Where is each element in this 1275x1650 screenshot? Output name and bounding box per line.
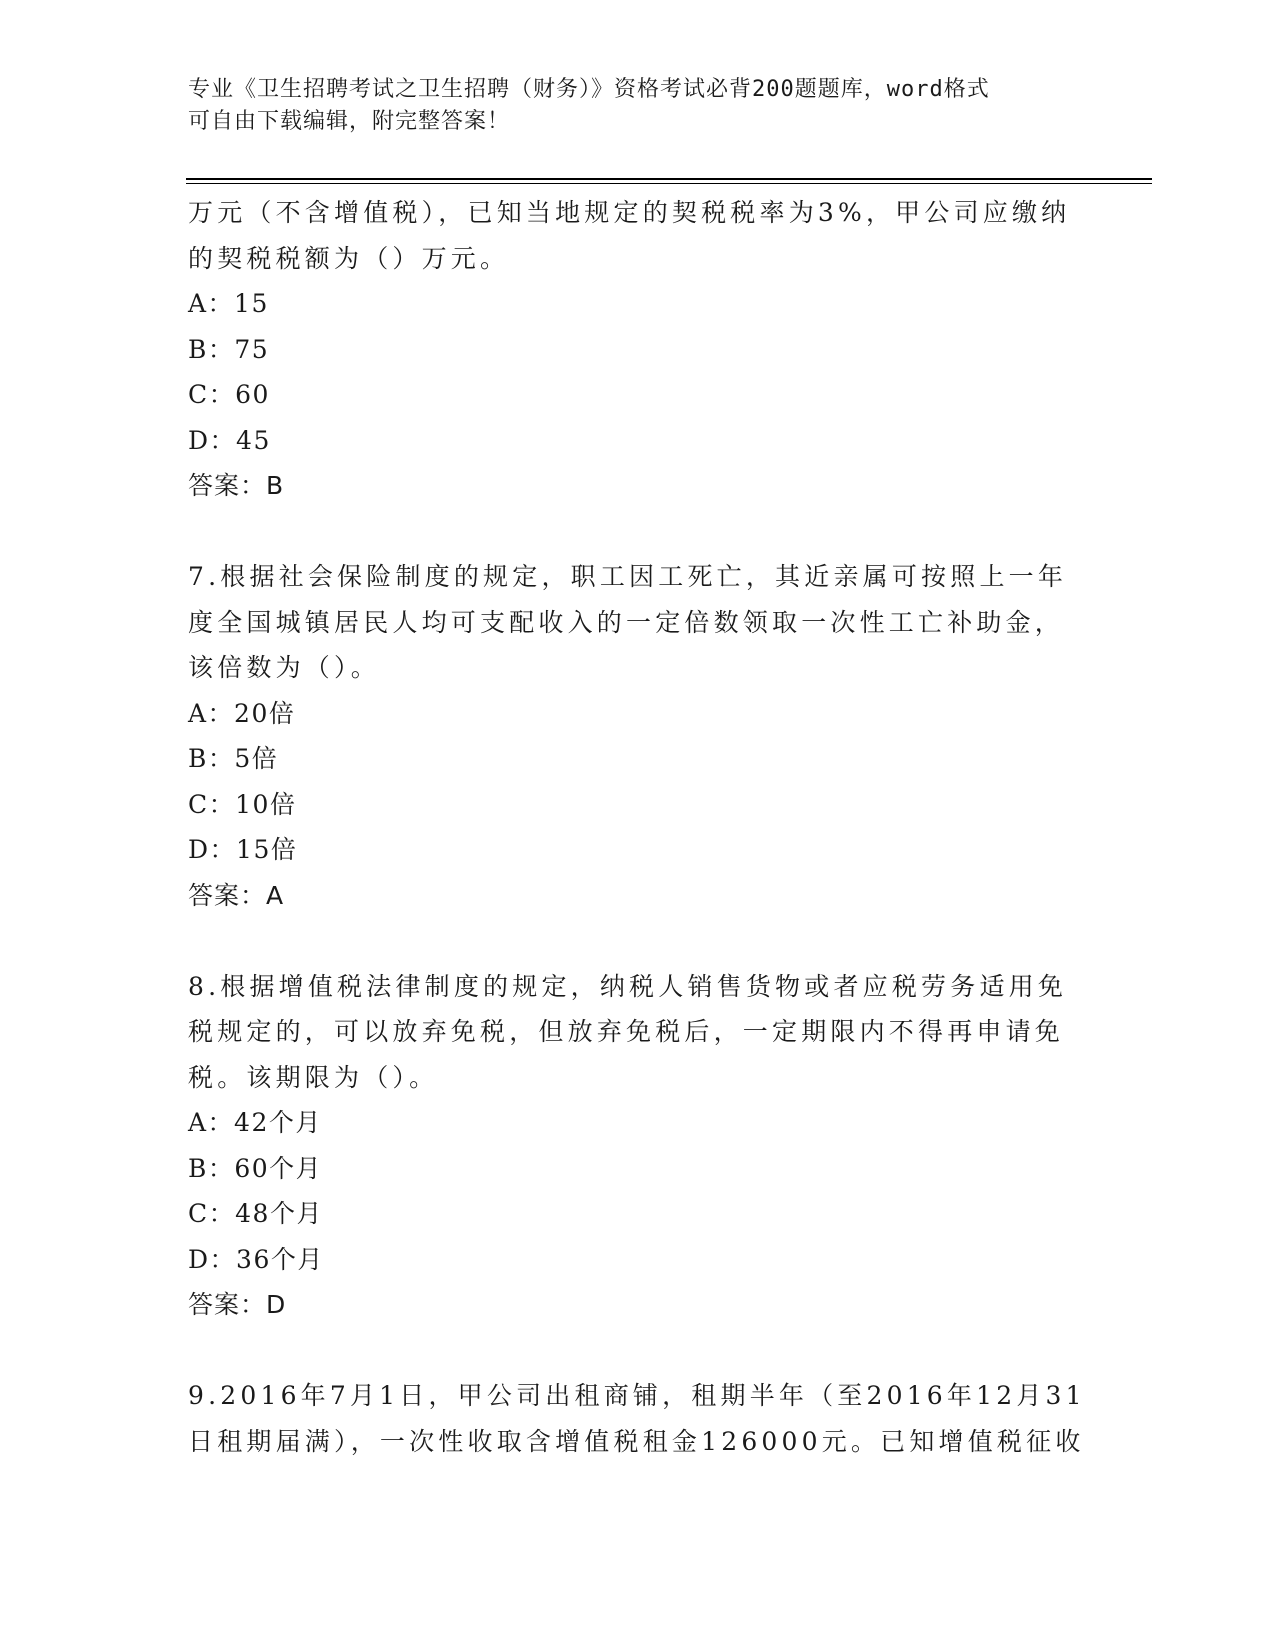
header-divider-thin xyxy=(186,183,1152,184)
option-d: D：15倍 xyxy=(188,835,298,864)
question-text-line: 万元（不含增值税），已知当地规定的契税税率为3%，甲公司应缴纳 xyxy=(188,198,1071,227)
answer-line: 答案：B xyxy=(188,471,285,500)
option-c: C：60 xyxy=(188,380,270,409)
question-text-line: 的契税税额为（）万元。 xyxy=(188,243,510,273)
header-divider-thick xyxy=(186,178,1152,180)
spacer xyxy=(188,918,1088,964)
option-a: A：15 xyxy=(188,289,269,318)
question-text-line: 日租期届满），一次性收取含增值税租金126000元。已知增值税征收 xyxy=(188,1426,1085,1456)
option-a: A：42个月 xyxy=(188,1108,322,1137)
option-c: C：10倍 xyxy=(188,789,297,819)
document-body xyxy=(188,190,1088,1464)
option-d: D：36个月 xyxy=(188,1244,324,1274)
question-8 xyxy=(188,964,1088,1328)
question-text-line: 9.2016年7月1日，甲公司出租商铺，租期半年（至2016年12月31 xyxy=(188,1381,1086,1410)
question-6-continued xyxy=(188,190,1088,509)
question-text-line: 该倍数为（）。 xyxy=(188,653,380,682)
answer-line: 答案：D xyxy=(188,1290,287,1319)
option-d: D：45 xyxy=(188,425,271,455)
document-header xyxy=(188,74,1068,138)
question-text-line: 度全国城镇居民人均可支配收入的一定倍数领取一次性工亡补助金， xyxy=(188,607,1065,637)
spacer xyxy=(188,1328,1088,1374)
question-7 xyxy=(188,554,1088,918)
option-a: A：20倍 xyxy=(188,698,296,728)
question-text-line: 7.根据社会保险制度的规定，职工因工死亡，其近亲属可按照上一年 xyxy=(188,562,1068,591)
answer-line: 答案：A xyxy=(188,880,285,910)
question-text-line: 税规定的，可以放弃免税，但放弃免税后，一定期限内不得再申请免 xyxy=(188,1017,1065,1046)
option-c: C：48个月 xyxy=(188,1199,323,1228)
option-b: B：75 xyxy=(188,334,270,364)
question-text-line: 8.根据增值税法律制度的规定，纳税人销售货物或者应税劳务适用免 xyxy=(188,971,1068,1001)
header-line-1: 专业《卫生招聘考试之卫生招聘（财务）》资格考试必背200题题库，word格式 xyxy=(188,77,990,102)
spacer xyxy=(188,509,1088,555)
question-9 xyxy=(188,1373,1088,1464)
question-text-line: 税。该期限为（）。 xyxy=(188,1062,439,1092)
option-b: B：5倍 xyxy=(188,744,279,773)
option-b: B：60个月 xyxy=(188,1153,323,1183)
header-line-2: 可自由下载编辑，附完整答案！ xyxy=(188,109,511,134)
